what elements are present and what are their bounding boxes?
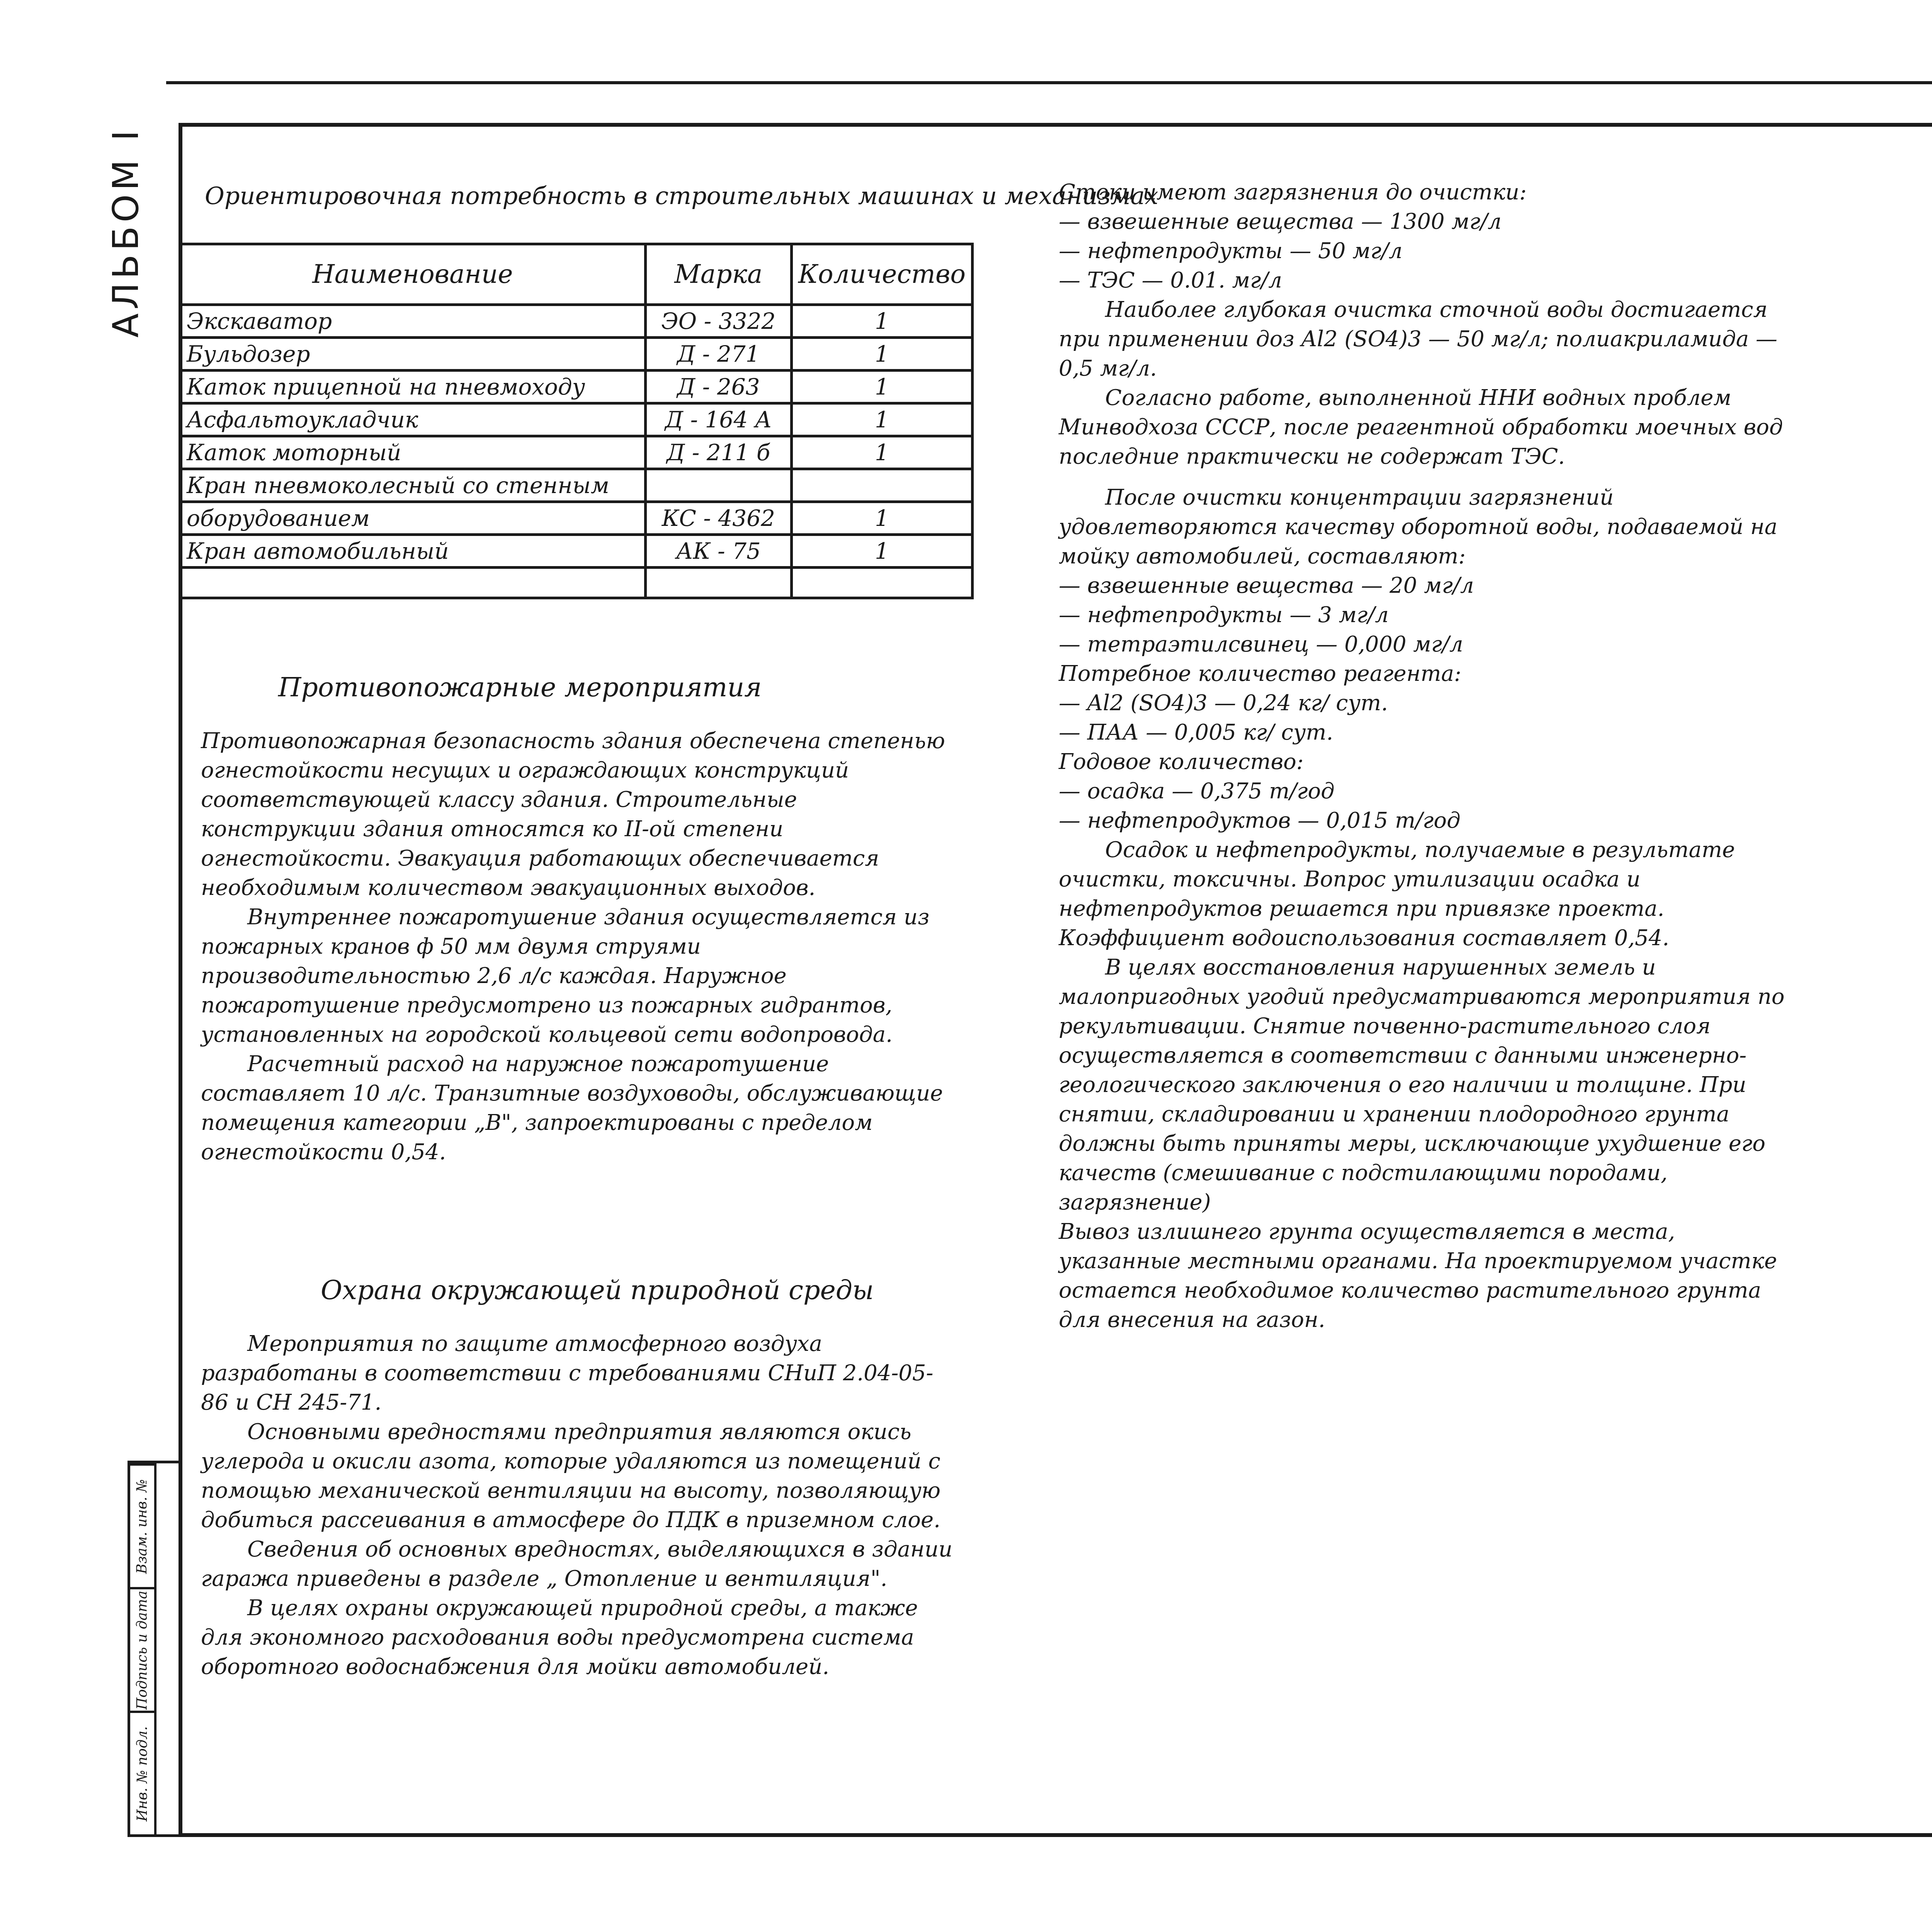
- note-line: Осадок и нефтепродукты, получаемые в результате очистки, токсичны. Вопрос утилизации осадка и нефтепродуктов решается при привязке проекта.: [1059, 837, 1735, 921]
- machine-qty: 1: [791, 502, 972, 535]
- note-line: — Al2 (SO4)3 — 0,24 кг/ сут.: [1059, 691, 1388, 716]
- machine-mark: Д - 263: [645, 371, 791, 403]
- table-row-empty: [180, 568, 973, 598]
- album-label-text: АЛЬБОМ I: [105, 126, 146, 338]
- side-approval-strip: [128, 1461, 179, 1837]
- machine-mark: Д - 271: [645, 338, 791, 371]
- side-strip-label: Инв. № подл.: [134, 1726, 150, 1822]
- note-line: — взвешенные вещества — 20 мг/л: [1059, 573, 1474, 598]
- machine-qty: 1: [791, 535, 972, 568]
- machine-qty: 1: [791, 371, 972, 403]
- fire-section-title: Противопожарные мероприятия: [278, 672, 762, 703]
- table-row: [180, 502, 973, 535]
- table-row: [180, 436, 973, 469]
- fire-paragraph: Противопожарная безопасность здания обеспечена степенью огнестойкости несущих и ограждающих конструкций соответствующей классу здания. Строительные конструкции здания относятся ко II-ой степени огнестойкости. Эвакуация работающих обеспечивается необходимым количеством эвакуационных выходов.: [201, 728, 945, 900]
- note-line: Наиболее глубокая очистка сточной воды достигается при применении доз Al2 (SO4)3 — 50 мг/л; полиакриламида — 0,5 мг/л.: [1059, 297, 1777, 381]
- machine-name: Кран пневмоколесный со стенным: [180, 469, 646, 502]
- machine-name: Бульдозер: [180, 338, 646, 371]
- machine-qty: [791, 469, 972, 502]
- note-line: Коэффициент водоиспользования составляет 0,54.: [1059, 925, 1669, 951]
- machine-mark: ЭО - 3322: [645, 305, 791, 338]
- note-line: — тетраэтилсвинец — 0,000 мг/л: [1059, 632, 1463, 657]
- machines-caption: Ориентировочная потребность в строительных машинах и механизмах: [205, 182, 1158, 210]
- side-strip-label: Подпись и дата: [134, 1590, 150, 1709]
- table-row: [180, 371, 973, 403]
- side-strip-cell: [130, 1463, 154, 1587]
- machine-qty: 1: [791, 305, 972, 338]
- note-line: Стоки имеют загрязнения до очистки:: [1059, 180, 1527, 205]
- side-strip-label: Взам. инв. №: [134, 1479, 150, 1574]
- note-line: Потребное количество реагента:: [1059, 661, 1461, 686]
- machines-table: [179, 243, 974, 599]
- note-line: — осадка — 0,375 т/год: [1059, 779, 1335, 804]
- fire-paragraph: Внутреннее пожаротушение здания осуществляется из пожарных кранов ф 50 мм двумя струями производительностью 2,6 л/с каждая. Наружное пожаротушение предусмотрено из пожарных гидрантов, установленных на городской кольцевой сети водопровода.: [201, 905, 930, 1047]
- side-strip-cell: [130, 1711, 154, 1834]
- table-row: [180, 469, 973, 502]
- note-line: — нефтепродукты — 50 мг/л: [1059, 238, 1403, 264]
- env-paragraph: В целях охраны окружающей природной среды, а также для экономного расходования воды предусмотрена система оборотного водоснабжения для мойки автомобилей.: [201, 1596, 918, 1679]
- note-line: Согласно работе, выполненной ННИ водных проблем Минводхоза СССР, после реагентной обработки моечных вод последние практически не содержат ТЭС.: [1059, 385, 1783, 469]
- machine-mark: Д - 164 А: [645, 403, 791, 436]
- machine-name: Экскаватор: [180, 305, 646, 338]
- fire-section-body: [201, 726, 958, 1167]
- treatment-notes: [1059, 178, 1793, 1335]
- env-paragraph: Основными вредностями предприятия являются окись углерода и окисли азота, которые удаляются из помещений с помощью механической вентиляции на высоту, позволяющую добиться рассеивания в атмосфере до ПДК в приземном слое.: [201, 1419, 941, 1533]
- album-label: [97, 124, 155, 340]
- table-row: [180, 403, 973, 436]
- note-line: Вывоз излишнего грунта осуществляется в места, указанные местными органами. На проектируемом участке остается необходимое количество растительного грунта для внесения на газон.: [1059, 1219, 1777, 1332]
- note-line: — ПАА — 0,005 кг/ сут.: [1059, 720, 1333, 745]
- empty-cell: [180, 568, 646, 598]
- env-section-body: [201, 1329, 958, 1682]
- machine-name: Каток моторный: [180, 436, 646, 469]
- side-strip-cell: [130, 1587, 154, 1711]
- machines-header-row: [180, 244, 973, 305]
- machine-mark: [645, 469, 791, 502]
- table-row: [180, 305, 973, 338]
- note-line: — взвешенные вещества — 1300 мг/л: [1059, 209, 1502, 234]
- machine-qty: 1: [791, 338, 972, 371]
- env-paragraph: Сведения об основных вредностях, выделяющихся в здании гаража приведены в разделе „ Отопление и вентиляция".: [201, 1537, 952, 1591]
- machine-mark: АК - 75: [645, 535, 791, 568]
- note-line: В целях восстановления нарушенных земель и малопригодных угодий предусматриваются мероприятия по рекультивации. Снятие почвенно-растительного слоя осуществляется в соответствии с данными инженерно-геологического заключения о его наличии и толщине. При снятии, складировании и хранении плодородного грунта должны быть приняты меры, исключающие ухудшение его качеств (смешивание с подстилающими породами, загрязнение): [1059, 955, 1785, 1215]
- machine-qty: 1: [791, 403, 972, 436]
- top-border-line: [166, 81, 1932, 84]
- header-quantity: Количество: [791, 244, 972, 305]
- machine-name: Кран автомобильный: [180, 535, 646, 568]
- machine-qty: 1: [791, 436, 972, 469]
- machine-mark: Д - 211 б: [645, 436, 791, 469]
- env-paragraph: Мероприятия по защите атмосферного воздуха разработаны в соответствии с требованиями СНиП 2.04-05-86 и СН 245-71.: [201, 1331, 934, 1415]
- note-line: После очистки концентрации загрязнений удовлетворяются качеству оборотной воды, подаваемой на мойку автомобилей, составляют:: [1059, 485, 1778, 569]
- fire-paragraph: Расчетный расход на наружное пожаротушение составляет 10 л/с. Транзитные воздуховоды, обслуживающие помещения категории „В", запроектированы с пределом огнестойкости 0,54.: [201, 1051, 943, 1165]
- table-row: [180, 535, 973, 568]
- header-name: Наименование: [180, 244, 646, 305]
- machine-name: оборудованием: [180, 502, 646, 535]
- header-mark: Марка: [645, 244, 791, 305]
- note-line: — нефтепродуктов — 0,015 т/год: [1059, 808, 1461, 833]
- note-line: Годовое количество:: [1059, 749, 1304, 774]
- empty-cell: [645, 568, 791, 598]
- side-strip-divider: [154, 1463, 156, 1834]
- note-line: — нефтепродукты — 3 мг/л: [1059, 602, 1389, 628]
- machine-name: Каток прицепной на пневмоходу: [180, 371, 646, 403]
- table-row: [180, 338, 973, 371]
- env-section-title: Охрана окружающей природной среды: [321, 1275, 874, 1306]
- note-line: — ТЭС — 0.01. мг/л: [1059, 268, 1282, 293]
- machine-mark: КС - 4362: [645, 502, 791, 535]
- empty-cell: [791, 568, 972, 598]
- side-strip-cells: [130, 1463, 154, 1834]
- machine-name: Асфальтоукладчик: [180, 403, 646, 436]
